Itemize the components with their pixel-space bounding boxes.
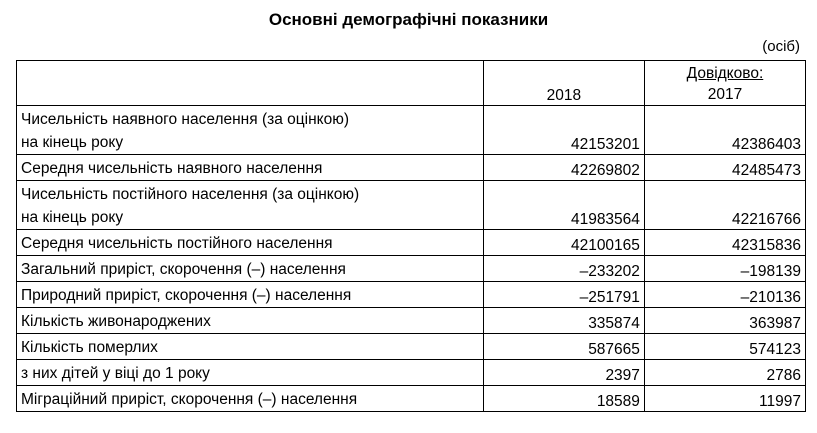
value-2018: 587665 [483,334,644,360]
table-row [17,334,806,360]
table-row [17,308,806,334]
row-label: Природний приріст, скорочення (–) населення [17,282,484,308]
row-label-line: Чисельність постійного населення (за оцінкою) [21,186,360,203]
value-2018: 18589 [483,386,644,412]
value-2017: –210136 [644,282,805,308]
table-row [17,360,806,386]
value-2018: 2397 [483,360,644,386]
table-row [17,106,806,155]
demographics-table [16,60,806,412]
header-row [17,61,806,106]
value-2018: –251791 [483,282,644,308]
value-2018: 335874 [483,308,644,334]
value-2017: 42386403 [644,106,805,155]
value-2017: 574123 [644,334,805,360]
value-2018: 42269802 [483,155,644,181]
table-title: Основні демографічні показники [268,10,549,29]
unit-note: (осіб) [762,38,800,55]
row-label: Кількість померлих [17,334,484,360]
header-year: 2018 [483,61,644,106]
value-2018: 42153201 [483,106,644,155]
row-label [17,181,484,230]
value-2017: 363987 [644,308,805,334]
value-2017: 42216766 [644,181,805,230]
row-label: Міграційний приріст, скорочення (–) населення [17,386,484,412]
value-2017: –198139 [644,256,805,282]
row-label-line: на кінець року [21,209,124,226]
row-label: Середня чисельність постійного населення [17,230,484,256]
value-2017: 42485473 [644,155,805,181]
table-row [17,230,806,256]
reference-label: Довідково: [686,65,764,82]
row-label-line: на кінець року [21,134,124,151]
header-reference [644,61,805,106]
value-2017: 2786 [644,360,805,386]
row-label-line: Чисельність наявного населення (за оцінкою) [21,111,350,128]
value-2018: –233202 [483,256,644,282]
row-label: Середня чисельність наявного населення [17,155,484,181]
row-label: Загальний приріст, скорочення (–) населення [17,256,484,282]
table-row [17,386,806,412]
table-row [17,256,806,282]
value-2017: 11997 [644,386,805,412]
value-2017: 42315836 [644,230,805,256]
row-label: з них дітей у віці до 1 року [17,360,484,386]
table-row [17,181,806,230]
table-row [17,282,806,308]
row-label: Кількість живонароджених [17,308,484,334]
value-2018: 42100165 [483,230,644,256]
row-label [17,106,484,155]
value-2018: 41983564 [483,181,644,230]
table-row [17,155,806,181]
header-label-cell [17,61,484,106]
reference-year: 2017 [707,86,743,103]
